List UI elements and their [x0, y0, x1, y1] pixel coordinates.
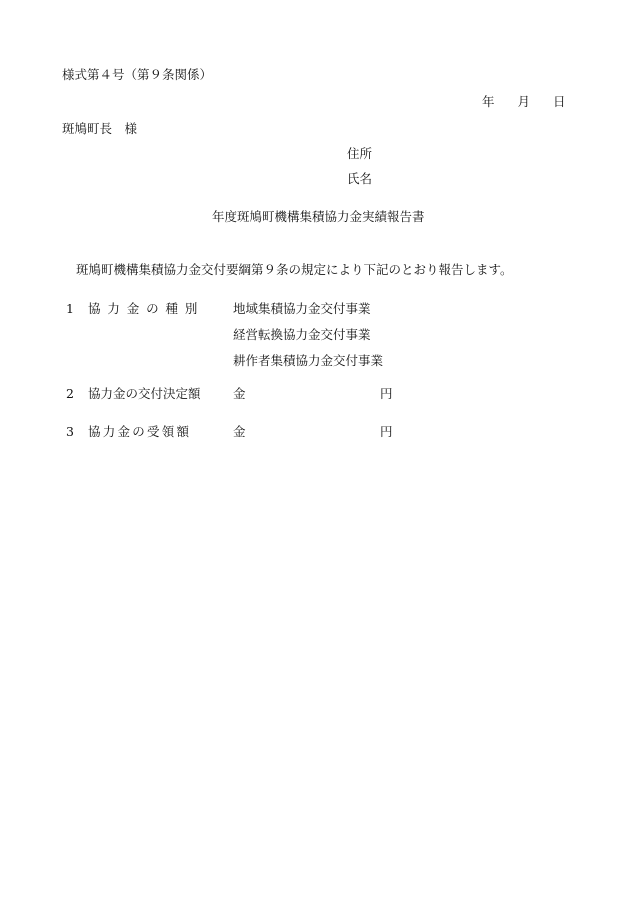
decided-amount-yen: 円 — [380, 386, 393, 401]
body-text: 斑鳩町機構集積協力金交付要綱第９条の規定により下記のとおり報告します。 — [76, 262, 513, 277]
form-number: 様式第４号（第９条関係） — [62, 67, 213, 82]
subsidy-type-option-management: 経営転換協力金交付事業 — [233, 327, 371, 342]
date-month-label: 月 — [517, 94, 531, 109]
decided-amount-kin: 金 — [233, 386, 246, 401]
date-year-label: 年 — [482, 94, 495, 109]
item-number-1: 1 — [66, 301, 74, 316]
item-label-received-amount: 協力金の受領額 — [88, 424, 192, 439]
item-label-decided-amount: 協力金の交付決定額 — [88, 386, 201, 401]
date-day-label: 日 — [553, 94, 566, 109]
document-title: 年度斑鳩町機構集積協力金実績報告書 — [212, 209, 425, 224]
item-label-subsidy-type: 協力金の種別 — [88, 301, 205, 316]
item-number-2: 2 — [66, 386, 74, 401]
subsidy-type-option-cultivator: 耕作者集積協力金交付事業 — [233, 353, 384, 368]
received-amount-kin: 金 — [233, 424, 246, 439]
subsidy-type-option-regional: 地域集積協力金交付事業 — [233, 301, 371, 316]
received-amount-yen: 円 — [380, 424, 393, 439]
name-label: 氏名 — [347, 171, 373, 186]
addressee: 斑鳩町長 様 — [62, 121, 138, 136]
date-line — [482, 96, 566, 109]
item-number-3: 3 — [66, 424, 74, 439]
address-label: 住所 — [347, 146, 373, 161]
